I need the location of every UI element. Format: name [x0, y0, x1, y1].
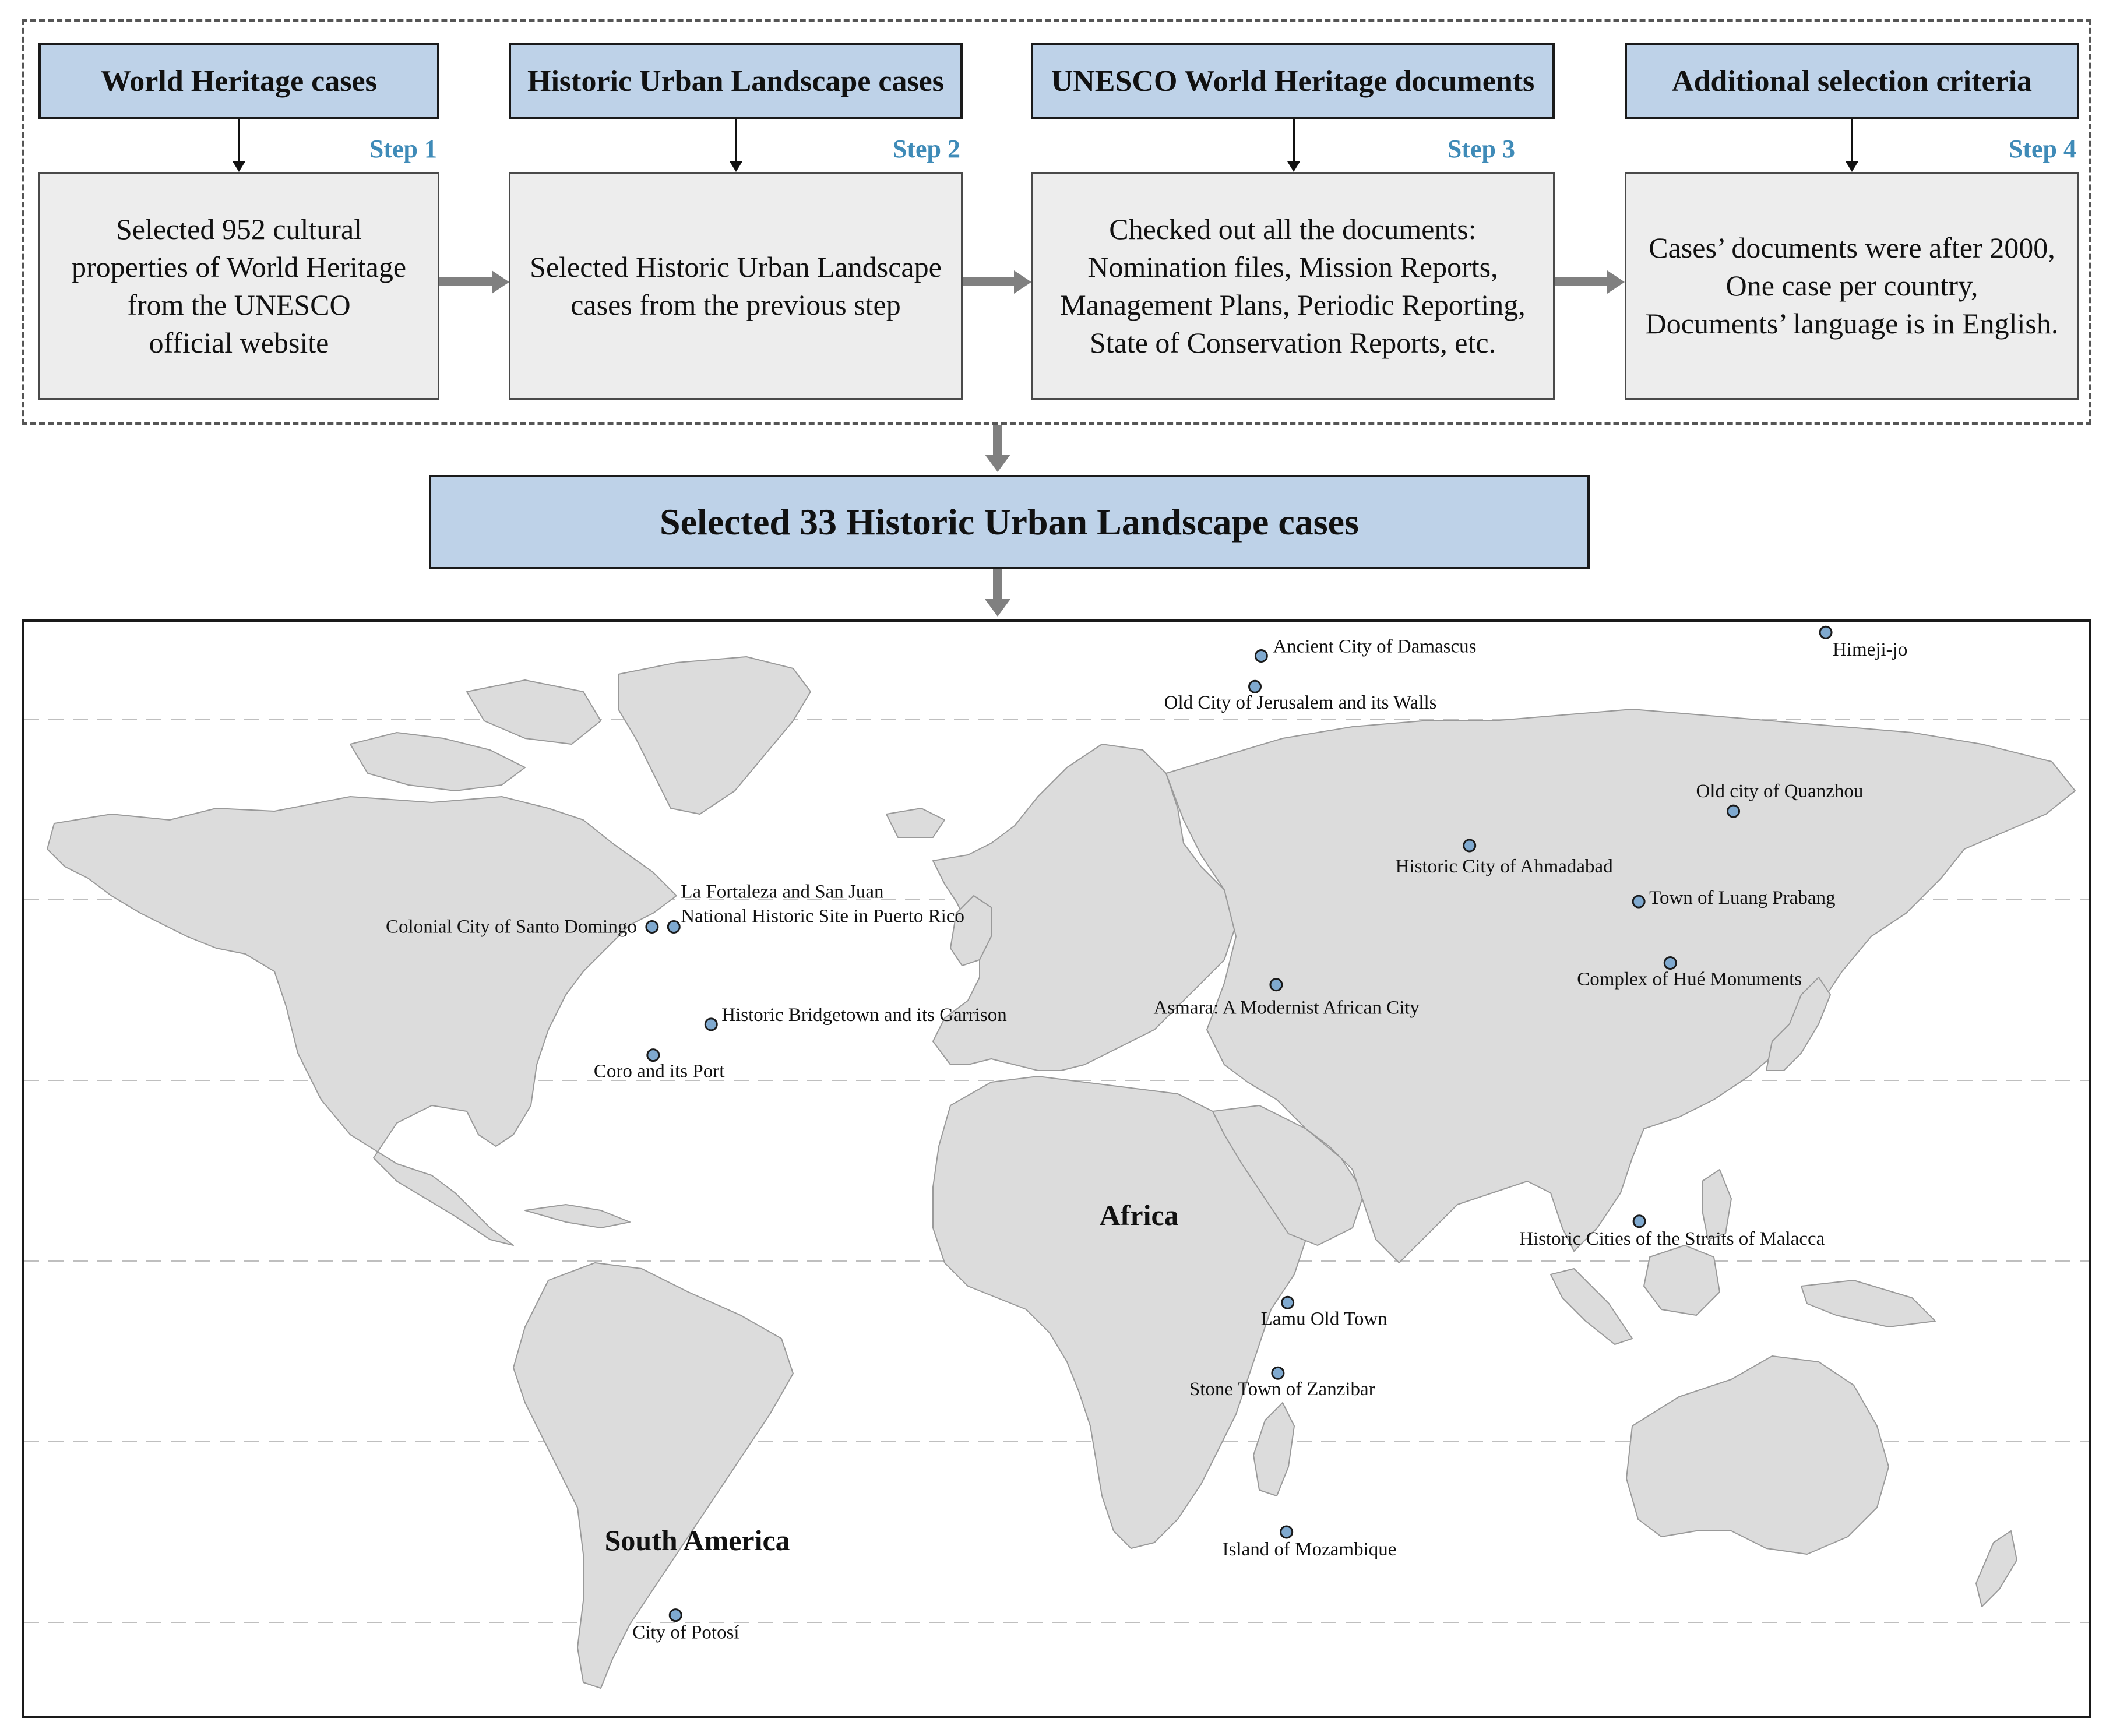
- selected-cases-box: Selected 33 Historic Urban Landscape cases: [429, 475, 1590, 569]
- site-marker: [646, 921, 658, 933]
- arrow-step2-to-step3-head: [1014, 270, 1031, 294]
- step3-header: UNESCO World Heritage documents: [1031, 43, 1555, 119]
- caribbean-land: [525, 1205, 630, 1228]
- site-label: Coro and its Port: [593, 1061, 725, 1082]
- step2-label: Step 2: [892, 135, 960, 163]
- site-label: Town of Luang Prabang: [1649, 888, 1836, 909]
- continent-label: South America: [604, 1524, 790, 1557]
- site-marker: [668, 921, 679, 933]
- arrow-step1-to-step2: [439, 277, 493, 286]
- sumatra-land: [1551, 1269, 1632, 1344]
- site-label: Asmara: A Modernist African City: [1153, 997, 1420, 1019]
- arrow-selected-to-map-head: [985, 599, 1010, 617]
- site-marker: [1282, 1297, 1294, 1308]
- site-marker: [1272, 1367, 1284, 1379]
- step1-connector-head: [233, 161, 245, 172]
- site-marker: [1255, 650, 1267, 662]
- site-marker: [1464, 840, 1475, 851]
- australia-land: [1626, 1356, 1889, 1554]
- step3-connector-head: [1287, 161, 1300, 172]
- step4-connector: [1851, 119, 1853, 161]
- arrow-step3-to-step4-head: [1607, 270, 1625, 294]
- arrow-step3-to-step4: [1555, 277, 1608, 286]
- site-marker: [705, 1019, 717, 1030]
- site-label: Historic Bridgetown and its Garrison: [721, 1004, 1007, 1026]
- site-marker: [1728, 805, 1739, 817]
- site-marker: [1281, 1526, 1293, 1538]
- site-marker: [1270, 979, 1282, 991]
- site-label: Colonial City of Santo Domingo: [386, 916, 637, 938]
- arctic-islands-land: [350, 733, 525, 791]
- site-label: Historic Cities of the Straits of Malacca: [1519, 1228, 1825, 1249]
- site-marker: [1633, 896, 1644, 907]
- landmasses: [47, 657, 2075, 1688]
- step1-header: World Heritage cases: [38, 43, 439, 119]
- step4-connector-head: [1846, 161, 1858, 172]
- site-marker: [1820, 626, 1832, 638]
- arrow-selected-to-map: [993, 569, 1002, 600]
- arrow-step2-to-step3: [963, 277, 1015, 286]
- step3-connector: [1293, 119, 1295, 161]
- site-label: Stone Town of Zanzibar: [1189, 1379, 1375, 1400]
- site-marker: [1633, 1216, 1645, 1227]
- arrow-step1-to-step2-head: [492, 270, 509, 294]
- site-label: Historic City of Ahmadabad: [1395, 856, 1613, 877]
- step1-connector: [238, 119, 240, 161]
- site-marker: [647, 1050, 659, 1061]
- site-label: Island of Mozambique: [1222, 1539, 1397, 1560]
- step4-header: Additional selection criteria: [1625, 43, 2079, 119]
- step1-body: Selected 952 cultural properties of World Heritage from the UNESCO official website: [38, 172, 439, 400]
- iceland-land: [886, 808, 945, 837]
- arrow-process-to-selected-head: [985, 455, 1010, 472]
- new-zealand-land: [1976, 1531, 2017, 1607]
- site-label: City of Potosí: [632, 1622, 739, 1643]
- greenland-land: [618, 657, 811, 814]
- step2-header: Historic Urban Landscape cases: [509, 43, 963, 119]
- new-guinea-land: [1801, 1280, 1935, 1327]
- step4-body: Cases’ documents were after 2000, One case per country, Documents’ language is in English.: [1625, 172, 2079, 400]
- site-marker: [1664, 957, 1676, 969]
- arctic-islands-land: [467, 680, 601, 744]
- site-label: Lamu Old Town: [1260, 1308, 1387, 1330]
- arrow-process-to-selected: [993, 425, 1002, 455]
- step1-label: Step 1: [369, 135, 437, 163]
- site-label: Ancient City of Damascus: [1273, 636, 1477, 657]
- continent-label: Africa: [1099, 1199, 1179, 1231]
- step2-body: Selected Historic Urban Landscape cases from the previous step: [509, 172, 963, 400]
- step3-label: Step 3: [1447, 135, 1515, 163]
- step2-connector: [735, 119, 737, 161]
- site-label: Complex of Hué Monuments: [1577, 969, 1802, 990]
- site-marker: [1249, 681, 1261, 692]
- borneo-land: [1644, 1245, 1720, 1315]
- madagascar-land: [1253, 1403, 1294, 1496]
- site-marker: [670, 1610, 681, 1621]
- site-label: Old City of Jerusalem and its Walls: [1164, 692, 1437, 714]
- site-label: Himeji-jo: [1833, 639, 1908, 661]
- north-america-land: [47, 797, 677, 1245]
- step4-label: Step 4: [2008, 135, 2076, 163]
- site-label: La Fortaleza and San Juan: [681, 881, 884, 903]
- site-label: Old city of Quanzhou: [1696, 781, 1864, 802]
- step2-connector-head: [730, 161, 742, 172]
- site-label-line2: National Historic Site in Puerto Rico: [681, 906, 964, 927]
- world-map: [24, 622, 2089, 1716]
- world-map-frame: [22, 619, 2091, 1718]
- step3-body: Checked out all the documents: Nomination files, Mission Reports, Management Plans, Periodic Reporting, State of Conservation Reports, etc.: [1031, 172, 1555, 400]
